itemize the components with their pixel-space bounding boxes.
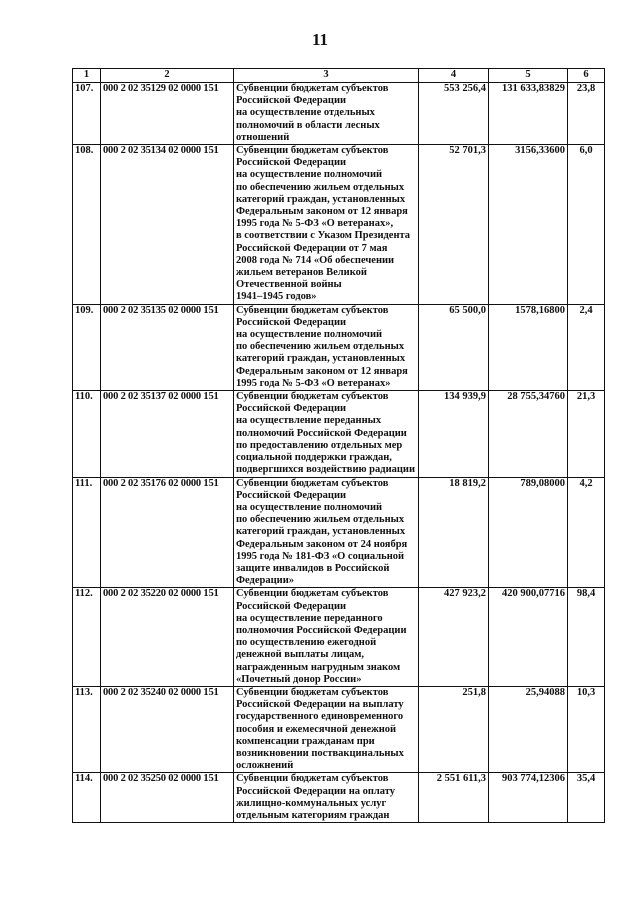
value-col-5: 28 755,34760 [489, 391, 568, 477]
revenue-name: Субвенции бюджетам субъектов Российской Федерации на осуществление переданного полномочия Российской Федерации по осуществлению ежегодной денежной выплаты лицам, награжденным нагрудным знаком «Почетный донор России» [234, 588, 419, 687]
budget-code: 000 2 02 35240 02 0000 151 [101, 686, 234, 772]
value-col-6: 98,4 [568, 588, 605, 687]
value-col-4: 65 500,0 [419, 304, 489, 390]
value-col-4: 134 939,9 [419, 391, 489, 477]
budget-code: 000 2 02 35220 02 0000 151 [101, 588, 234, 687]
value-col-5: 25,94088 [489, 686, 568, 772]
revenue-name: Субвенции бюджетам субъектов Российской Федерации на оплату жилищно-коммунальных услуг отдельным категориям граждан [234, 773, 419, 823]
value-col-6: 21,3 [568, 391, 605, 477]
header-col-1: 1 [73, 69, 101, 83]
table-row [73, 145, 605, 305]
row-number: 110. [73, 391, 101, 477]
table-row [73, 391, 605, 477]
row-number: 111. [73, 477, 101, 588]
value-col-4: 18 819,2 [419, 477, 489, 588]
row-number: 112. [73, 588, 101, 687]
row-number: 113. [73, 686, 101, 772]
budget-code: 000 2 02 35134 02 0000 151 [101, 145, 234, 305]
value-col-4: 2 551 611,3 [419, 773, 489, 823]
value-col-5: 903 774,12306 [489, 773, 568, 823]
row-number: 109. [73, 304, 101, 390]
value-col-6: 6,0 [568, 145, 605, 305]
table-row [73, 83, 605, 145]
revenue-name: Субвенции бюджетам субъектов Российской Федерации на осуществление переданных полномочий Российской Федерации по предоставлению отдельных мер социальной поддержки граждан, подвергшихся воздействию радиации [234, 391, 419, 477]
value-col-4: 553 256,4 [419, 83, 489, 145]
revenue-name: Субвенции бюджетам субъектов Российской Федерации на осуществление полномочий по обеспечению жильем отдельных категорий граждан, установленных Федеральным законом от 12 января 1995 года № 5-ФЗ «О ветеранах» [234, 304, 419, 390]
header-col-3: 3 [234, 69, 419, 83]
value-col-6: 4,2 [568, 477, 605, 588]
value-col-4: 52 701,3 [419, 145, 489, 305]
header-col-2: 2 [101, 69, 234, 83]
value-col-4: 427 923,2 [419, 588, 489, 687]
row-number: 114. [73, 773, 101, 823]
value-col-4: 251,8 [419, 686, 489, 772]
revenue-name: Субвенции бюджетам субъектов Российской Федерации на осуществление полномочий по обеспечению жильем отдельных категорий граждан, установленных Федеральным законом от 12 января 1995 года № 5-ФЗ «О ветеранах», в соответствии с Указом Президента Российской Федерации от 7 мая 2008 года № 714 «Об обеспечении жильем ветеранов Великой Отечественной войны 1941–1945 годов» [234, 145, 419, 305]
row-number: 107. [73, 83, 101, 145]
revenue-name: Субвенции бюджетам субъектов Российской Федерации на выплату государственного единовременного пособия и ежемесячной денежной компенсации гражданам при возникновении поствакцинальных осложнений [234, 686, 419, 772]
value-col-6: 10,3 [568, 686, 605, 772]
table-row [73, 773, 605, 823]
budget-table [72, 68, 605, 823]
value-col-5: 3156,33600 [489, 145, 568, 305]
table-row [73, 588, 605, 687]
row-number: 108. [73, 145, 101, 305]
budget-code: 000 2 02 35137 02 0000 151 [101, 391, 234, 477]
value-col-6: 23,8 [568, 83, 605, 145]
value-col-6: 35,4 [568, 773, 605, 823]
header-col-5: 5 [489, 69, 568, 83]
budget-code: 000 2 02 35129 02 0000 151 [101, 83, 234, 145]
table-row [73, 477, 605, 588]
value-col-5: 420 900,07716 [489, 588, 568, 687]
value-col-5: 789,08000 [489, 477, 568, 588]
value-col-5: 1578,16800 [489, 304, 568, 390]
revenue-name: Субвенции бюджетам субъектов Российской Федерации на осуществление полномочий по обеспечению жильем отдельных категорий граждан, установленных Федеральным законом от 24 ноября 1995 года № 181-ФЗ «О социальной защите инвалидов в Российской Федерации» [234, 477, 419, 588]
table-row [73, 304, 605, 390]
budget-code: 000 2 02 35176 02 0000 151 [101, 477, 234, 588]
budget-code: 000 2 02 35135 02 0000 151 [101, 304, 234, 390]
value-col-6: 2,4 [568, 304, 605, 390]
budget-code: 000 2 02 35250 02 0000 151 [101, 773, 234, 823]
table-row [73, 686, 605, 772]
revenue-name: Субвенции бюджетам субъектов Российской Федерации на осуществление отдельных полномочий в области лесных отношений [234, 83, 419, 145]
value-col-5: 131 633,83829 [489, 83, 568, 145]
header-col-6: 6 [568, 69, 605, 83]
table-header-row [73, 69, 605, 83]
header-col-4: 4 [419, 69, 489, 83]
page-number: 11 [311, 30, 329, 49]
